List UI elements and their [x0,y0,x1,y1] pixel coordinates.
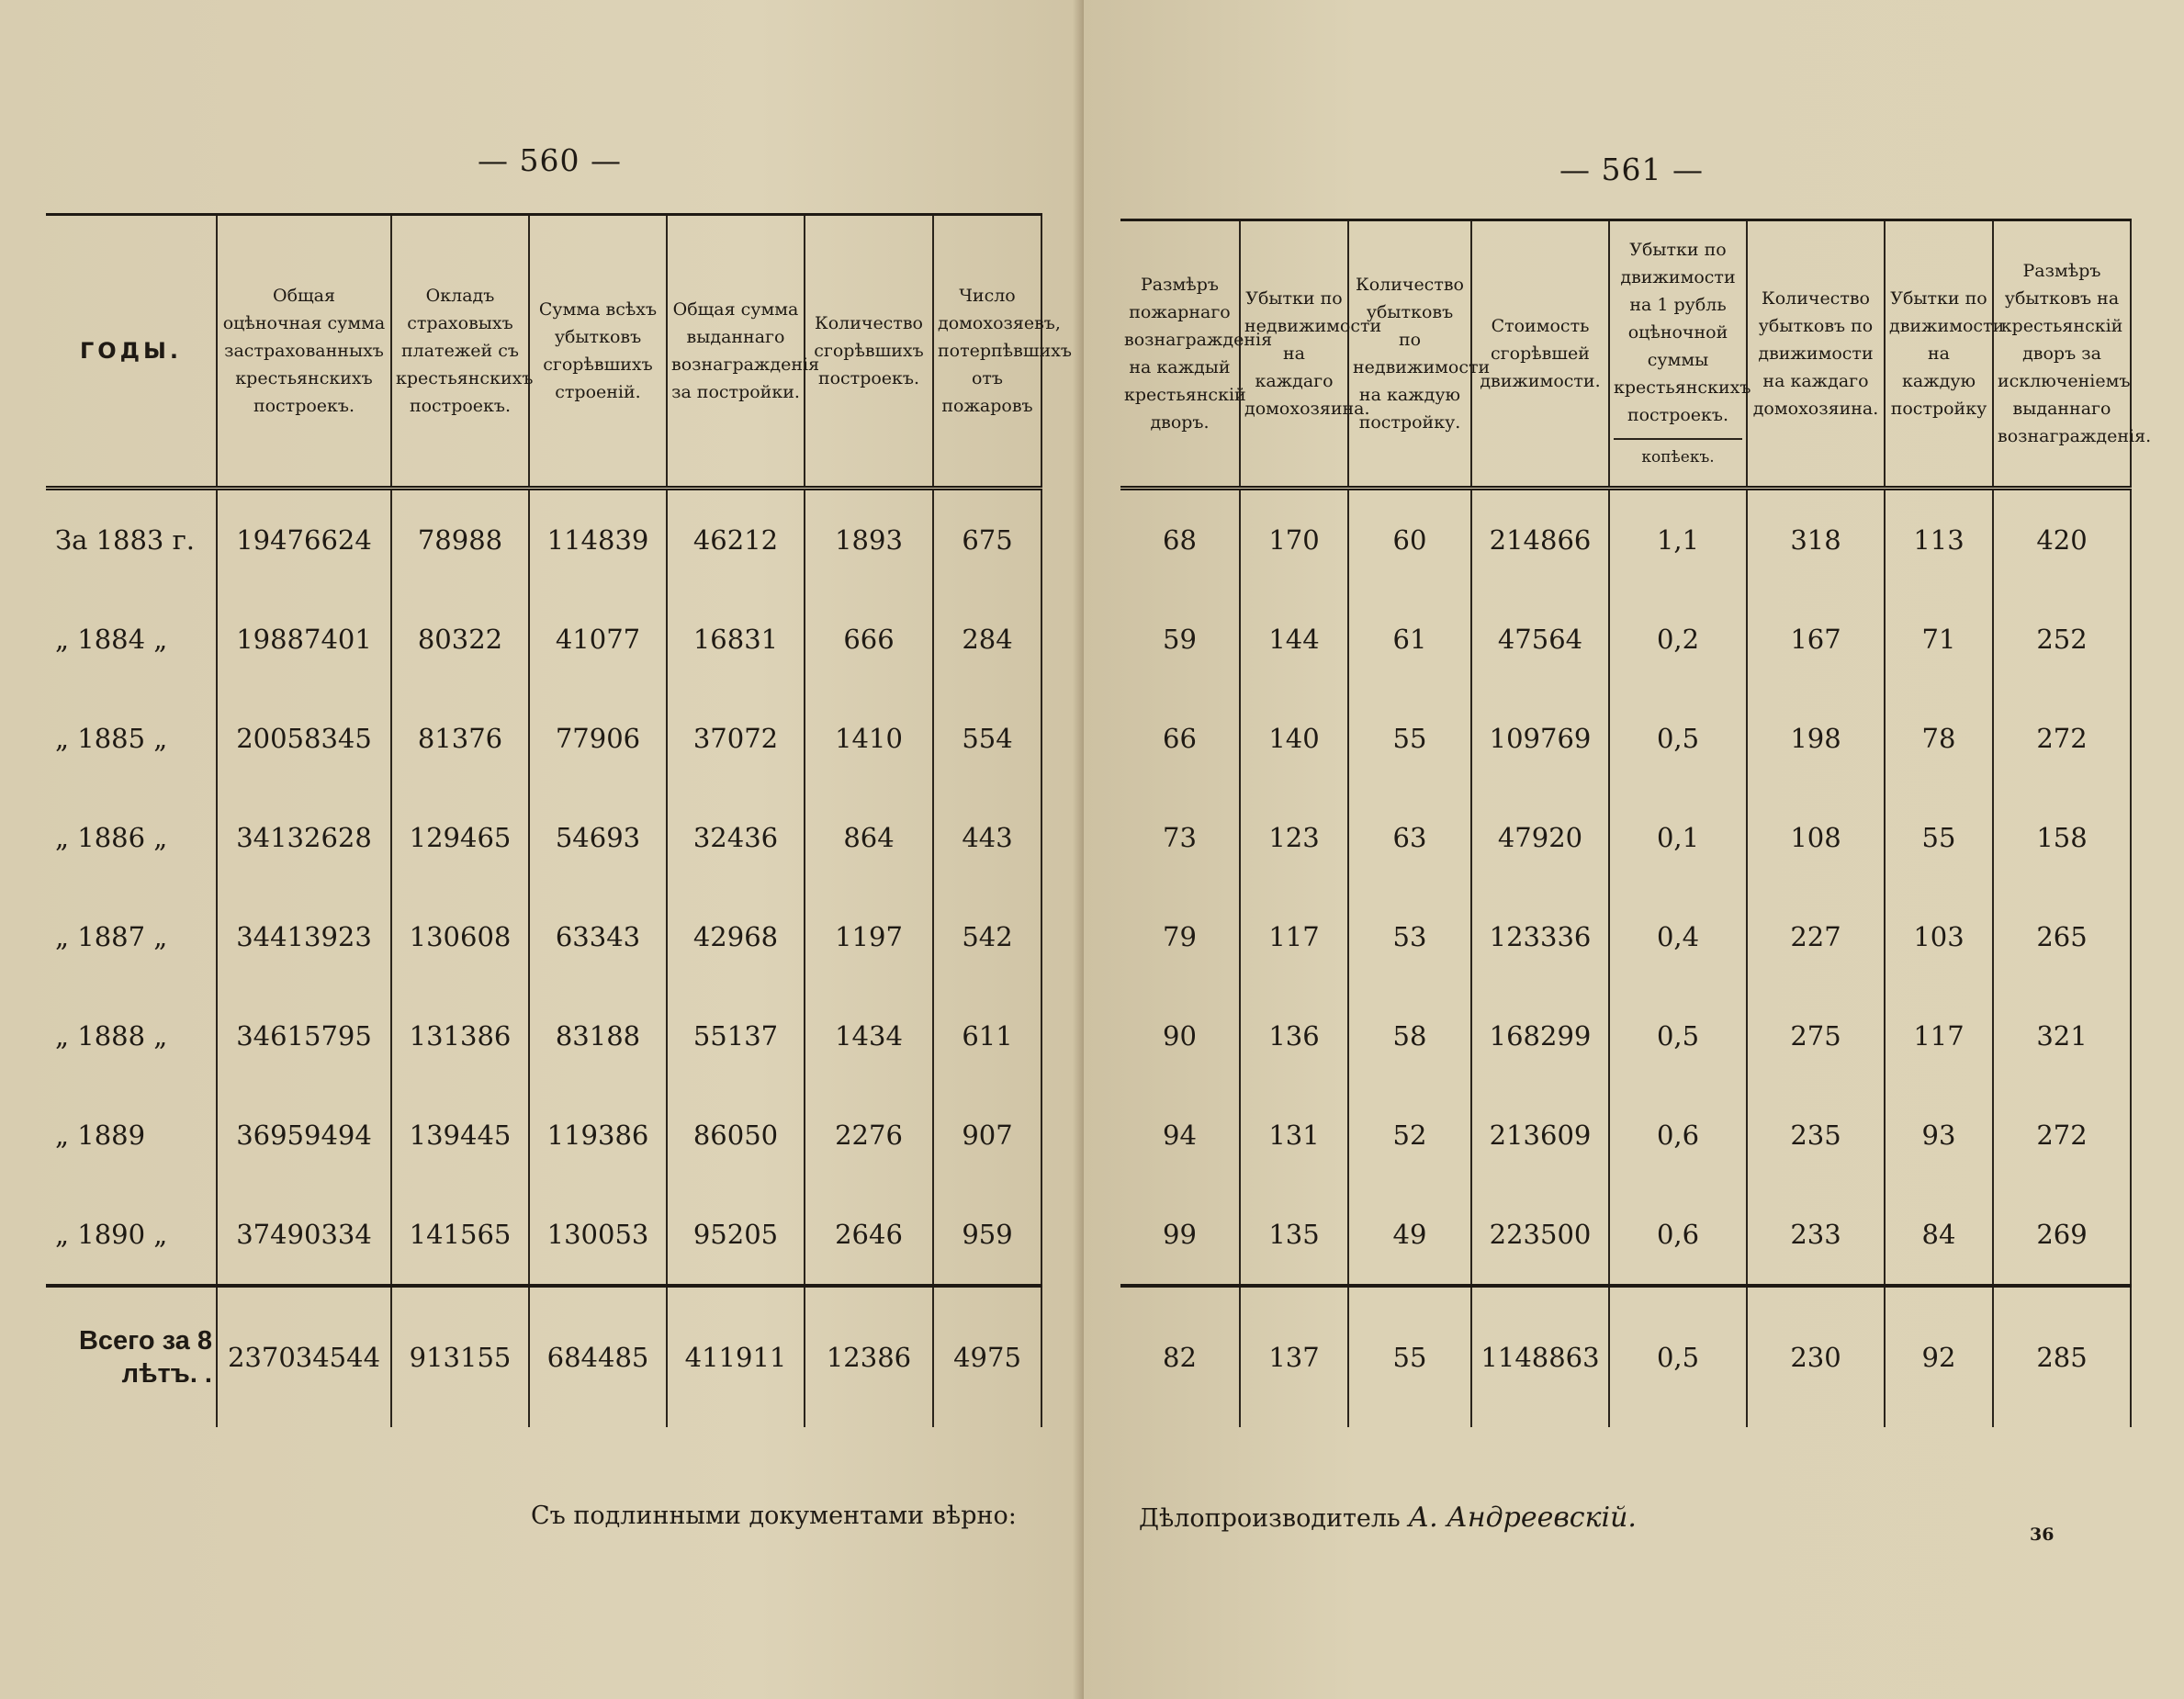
table-cell: 554 [933,689,1041,788]
table-cell: 63343 [529,887,667,986]
table-cell: 95205 [667,1185,805,1286]
year-cell: „ 1889 [55,1120,146,1151]
table-cell: 36959494 [217,1086,391,1185]
table-cell: 139445 [391,1086,529,1185]
year-cell: „ 1886 „ [55,822,168,853]
table-cell: 321 [1993,986,2131,1086]
table-cell: 68 [1163,524,1197,556]
table-cell: 41077 [529,590,667,689]
right-page-number: — 561 — [1559,152,1704,187]
table-cell: 55137 [667,986,805,1086]
table-cell: 123 [1240,788,1348,887]
header-years: ГОДЫ. [46,215,217,489]
table-cell: 213609 [1471,1086,1609,1185]
table-cell: 136 [1240,986,1348,1086]
table-cell: 83188 [529,986,667,1086]
table-cell: 113 [1885,489,1993,591]
total-cell: 237034544 [217,1286,391,1427]
clerk-name: А. Андреевскій. [1408,1502,1637,1534]
table-cell: 252 [1993,590,2131,689]
table-cell: 61 [1348,590,1471,689]
table-cell: 49 [1348,1185,1471,1286]
table-cell: 269 [1993,1185,2131,1286]
table-cell: 1197 [805,887,933,986]
total-cell: 82 [1120,1286,1240,1427]
table-cell: 129465 [391,788,529,887]
table-cell: 135 [1240,1185,1348,1286]
table-cell: 71 [1885,590,1993,689]
table-cell: 1410 [805,689,933,788]
total-row [1120,1286,2131,1427]
right-fire-statistics-table [1120,219,2152,1427]
table-cell: 170 [1240,489,1348,591]
table-cell: 265 [1993,887,2131,986]
total-cell: 55 [1348,1286,1471,1427]
table-row [1120,887,2131,986]
table-cell: 81376 [391,689,529,788]
table-cell: 77906 [529,689,667,788]
header-total-insured-sum: Общая оцѣночная сумма застрахованныхъ крестьянскихъ построекъ. [217,215,391,489]
table-cell: 34413923 [217,887,391,986]
table-cell: 114839 [529,489,667,591]
table-row [1120,1086,2131,1185]
table-cell: 168299 [1471,986,1609,1086]
table-cell: 54693 [529,788,667,887]
table-cell: 666 [805,590,933,689]
table-cell: 123336 [1471,887,1609,986]
total-cell: 913155 [391,1286,529,1427]
table-cell: 235 [1747,1086,1885,1185]
table-cell: 611 [933,986,1041,1086]
total-cell: 684485 [529,1286,667,1427]
right-header-row [1120,220,2131,489]
table-cell: 63 [1348,788,1471,887]
table-cell: 158 [1993,788,2131,887]
table-cell: 1,1 [1609,489,1747,591]
table-cell: 119386 [529,1086,667,1185]
table-cell: 233 [1747,1185,1885,1286]
clerk-signature-line [1139,1502,1637,1534]
table-cell: 37490334 [217,1185,391,1286]
table-cell: 0,5 [1609,986,1747,1086]
left-fire-statistics-table [46,213,1072,1427]
left-header-row [46,215,1041,489]
table-cell: 0,1 [1609,788,1747,887]
table-cell: 443 [933,788,1041,887]
total-cell: 92 [1885,1286,1993,1427]
table-cell: 93 [1885,1086,1993,1185]
table-cell: 959 [933,1185,1041,1286]
table-row [1120,1185,2131,1286]
table-row [1120,489,2131,591]
table-cell: 103 [1885,887,1993,986]
table-row [46,887,1041,986]
table-cell: 420 [1993,489,2131,591]
table-cell: 130053 [529,1185,667,1286]
table-cell: 223500 [1471,1185,1609,1286]
table-cell: 140 [1240,689,1348,788]
table-cell: 58 [1348,986,1471,1086]
table-cell: 272 [1993,1086,2131,1185]
table-row [46,986,1041,1086]
table-cell: 86050 [667,1086,805,1185]
kopecks-subheader: копѣекъ. [1614,438,1742,471]
table-cell: 141565 [391,1185,529,1286]
table-row [1120,986,2131,1086]
table-cell: 0,2 [1609,590,1747,689]
table-cell: 275 [1747,986,1885,1086]
table-cell: 0,4 [1609,887,1747,986]
table-row [1120,590,2131,689]
table-cell: 37072 [667,689,805,788]
table-cell: 53 [1348,887,1471,986]
table-cell: 34615795 [217,986,391,1086]
header-realty-loss-per-owner: Убытки по недвижимости на каждаго домохозяина. [1240,220,1348,489]
table-cell: 78 [1885,689,1993,788]
header-movables-loss-per-building: Убытки по движимости на каждую постройку [1885,220,1993,489]
table-cell: 2646 [805,1185,933,1286]
left-page [0,0,1084,1699]
table-cell: 131 [1240,1086,1348,1185]
year-cell: „ 1884 „ [55,624,168,655]
year-cell: „ 1890 „ [55,1219,168,1250]
table-cell: 284 [933,590,1041,689]
total-cell: 1148863 [1471,1286,1609,1427]
header-burned-buildings: Количество сгорѣвшихъ построекъ. [805,215,933,489]
table-cell: 99 [1163,1219,1197,1250]
table-cell: 542 [933,887,1041,986]
total-cell: 230 [1747,1286,1885,1427]
table-cell: 79 [1163,921,1197,952]
table-cell: 59 [1163,624,1197,655]
table-cell: 55 [1885,788,1993,887]
total-cell: 4975 [933,1286,1041,1427]
table-row [46,590,1041,689]
table-cell: 46212 [667,489,805,591]
table-cell: 90 [1163,1020,1197,1052]
header-insurance-payments: Окладъ страховыхъ платежей съ крестьянскихъ построекъ. [391,215,529,489]
table-cell: 32436 [667,788,805,887]
table-row [46,689,1041,788]
table-cell: 19887401 [217,590,391,689]
table-cell: 318 [1747,489,1885,591]
total-cell: 0,5 [1609,1286,1747,1427]
table-cell: 0,5 [1609,689,1747,788]
table-cell: 198 [1747,689,1885,788]
table-cell: 60 [1348,489,1471,591]
clerk-title: Дѣлопроизводитель [1139,1504,1401,1533]
table-cell: 227 [1747,887,1885,986]
header-realty-loss-per-building: Количество убытковъ по недвижимости на каждую постройку. [1348,220,1471,489]
table-cell: 20058345 [217,689,391,788]
table-cell: 80322 [391,590,529,689]
year-cell: „ 1887 „ [55,921,168,952]
table-cell: 66 [1163,723,1197,754]
left-page-number: — 560 — [478,142,622,178]
table-cell: 19476624 [217,489,391,591]
year-cell: За 1883 г. [55,524,196,556]
table-cell: 675 [933,489,1041,591]
header-total-losses: Сумма всѣхъ убытковъ сгорѣвшихъ строеній. [529,215,667,489]
total-row [46,1286,1041,1427]
table-cell: 864 [805,788,933,887]
table-cell: 73 [1163,822,1197,853]
table-cell: 94 [1163,1120,1197,1151]
table-cell: 84 [1885,1185,1993,1286]
table-row [46,1185,1041,1286]
header-net-loss-per-household: Размѣръ убытковъ на крестьянскій дворъ за исключеніемъ выданнаго вознагражденія. [1993,220,2131,489]
total-cell: 411911 [667,1286,805,1427]
table-row [46,1086,1041,1185]
table-row [1120,788,2131,887]
table-cell: 47564 [1471,590,1609,689]
right-page [1084,0,2184,1699]
total-cell: 12386 [805,1286,933,1427]
table-cell: 78988 [391,489,529,591]
header-affected-households: Число домохозяевъ, потерпѣвшихъ отъ пожаровъ [933,215,1041,489]
table-cell: 34132628 [217,788,391,887]
table-cell: 47920 [1471,788,1609,887]
table-cell: 130608 [391,887,529,986]
table-row [46,788,1041,887]
header-burned-movables-value: Стоимость сгорѣвшей движимости. [1471,220,1609,489]
table-cell: 1893 [805,489,933,591]
total-cell: 285 [1993,1286,2131,1427]
certification-note: Съ подлинными документами вѣрно: [531,1502,1017,1530]
table-cell: 272 [1993,689,2131,788]
table-cell: 0,6 [1609,1185,1747,1286]
table-cell: 109769 [1471,689,1609,788]
table-cell: 2276 [805,1086,933,1185]
signature-mark: 36 [2030,1525,2055,1545]
table-row [46,489,1041,591]
table-cell: 117 [1240,887,1348,986]
table-cell: 108 [1747,788,1885,887]
table-cell: 214866 [1471,489,1609,591]
year-cell: „ 1888 „ [55,1020,168,1052]
header-movables-loss-per-ruble-text: Убытки по движимости на 1 рубль оцѣночной суммы крестьянскихъ построекъ. [1614,240,1751,425]
table-cell: 907 [933,1086,1041,1185]
table-cell: 16831 [667,590,805,689]
header-compensation-per-household: Размѣръ пожарнаго вознагражденія на каждый крестьянскій дворъ. [1120,220,1240,489]
year-cell: „ 1885 „ [55,723,168,754]
table-cell: 131386 [391,986,529,1086]
table-cell: 144 [1240,590,1348,689]
total-cell: 137 [1240,1286,1348,1427]
total-label: Всего за 8 лѣтъ. . [46,1286,217,1427]
header-compensation-paid: Общая сумма выданнаго вознагражденія за постройки. [667,215,805,489]
table-cell: 117 [1885,986,1993,1086]
table-cell: 1434 [805,986,933,1086]
table-cell: 42968 [667,887,805,986]
table-cell: 55 [1348,689,1471,788]
table-row [1120,689,2131,788]
table-cell: 52 [1348,1086,1471,1185]
header-movables-loss-per-ruble [1609,220,1751,489]
table-cell: 167 [1747,590,1885,689]
table-cell: 0,6 [1609,1086,1747,1185]
header-movables-loss-per-owner: Количество убытковъ по движимости на каждаго домохозяина. [1747,220,1885,489]
